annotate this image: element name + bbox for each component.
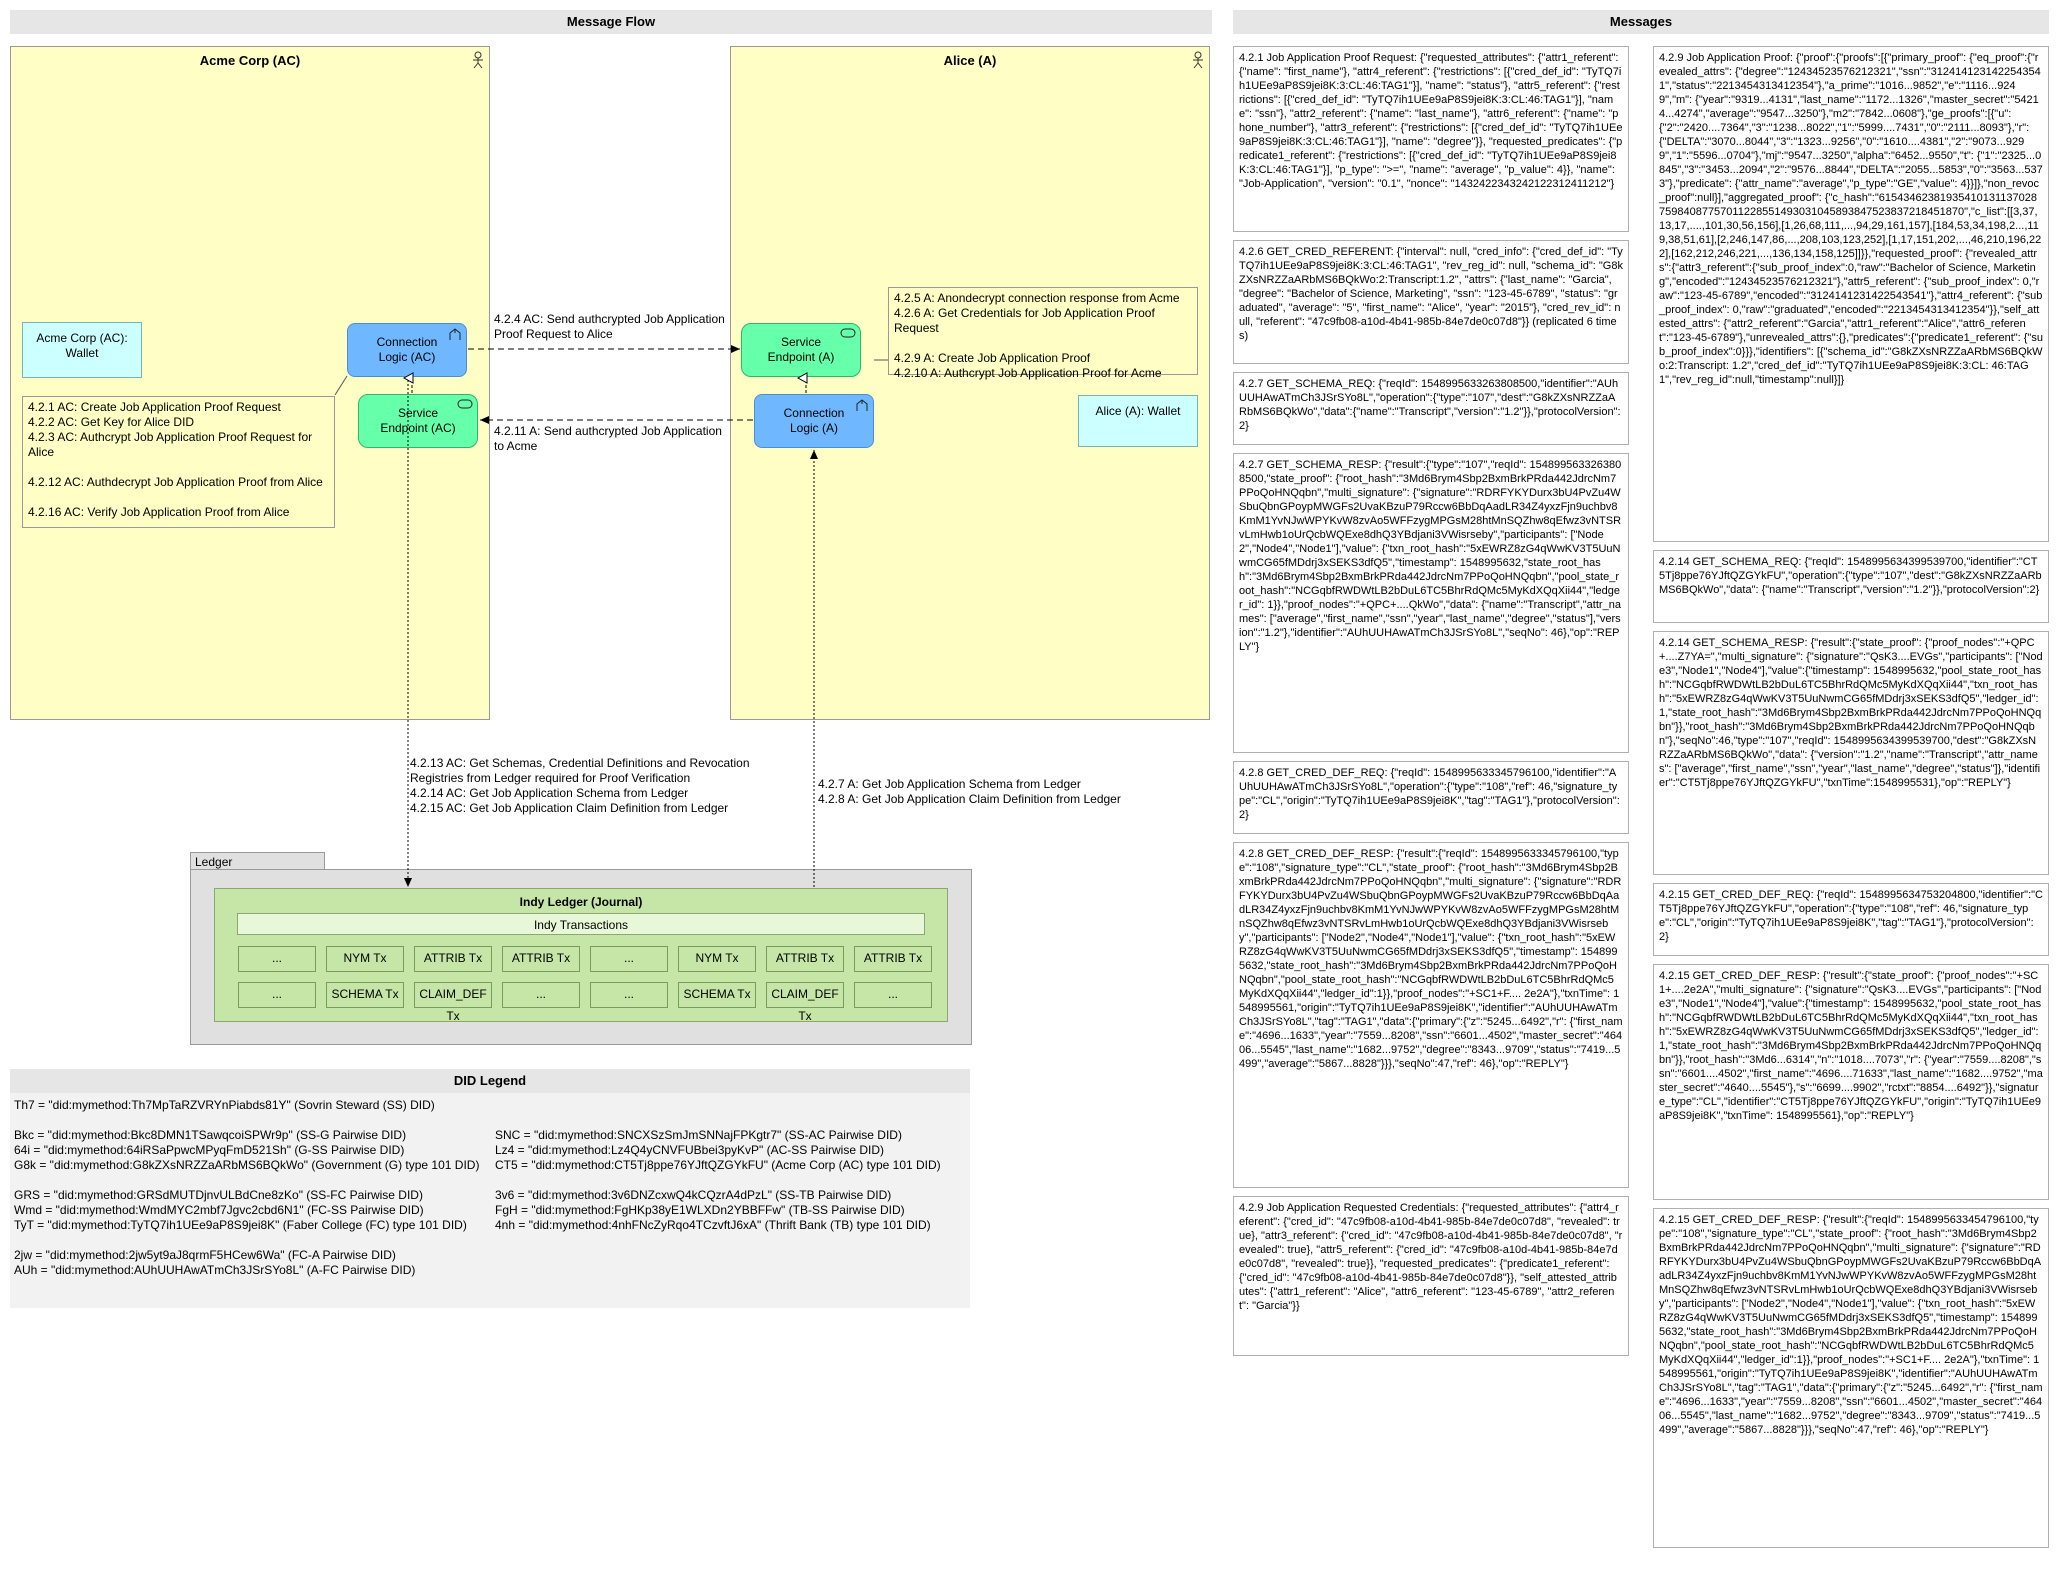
did-legend-entry: AUh = "did:mymethod:AUhUUHAwATmCh3JSrSYo8L" (A-FC Pairwise DID): [14, 1263, 416, 1277]
did-legend-entry: 4nh = "did:mymethod:4nhFNcZyRqo4TCzvftJ6xA" (Thrift Bank (TB) type 101 DID): [495, 1218, 931, 1232]
did-legend-entry: G8k = "did:mymethod:G8kZXsNRZZaARbMS6BQkWo" (Government (G) type 101 DID): [14, 1158, 480, 1172]
did-legend-entry: TyT = "did:mymethod:TyTQ7ih1UEe9aP8S9jei8K" (Faber College (FC) type 101 DID): [14, 1218, 467, 1232]
transaction-cell[interactable]: ATTRIB Tx: [766, 946, 844, 972]
transaction-cell[interactable]: ...: [502, 982, 580, 1008]
acme-service-endpoint[interactable]: [358, 394, 478, 448]
did-legend-entry: 64i = "did:mymethod:64iRSaPpwcMPyqFmD521Sh" (G-SS Pairwise DID): [14, 1143, 405, 1157]
alice-note: [888, 287, 1198, 380]
message-box[interactable]: 4.2.7 GET_SCHEMA_REQ: {"reqId": 1548995633263808500,"identifier":"AUhUUHAwATmCh3JSrSYo8L","operation":{"type":"107","dest":"G8kZXsNRZZaARbMS6BQkWo","data":{"name":"Transcript","version":"1.2"}},"protocolVersion":2}: [1233, 372, 1629, 445]
acme-wallet[interactable]: Acme Corp (AC): Wallet: [22, 322, 142, 378]
send-request-label: 4.2.4 AC: Send authcrypted Job Application Proof Request to Alice: [494, 312, 725, 341]
message-box[interactable]: 4.2.6 GET_CRED_REFERENT: {"interval": null, "cred_info": {"cred_def_id": "TyTQ7ih1UEe9aP8S9jei8K:3:CL:46:TAG1", "rev_reg_id": null, "schema_id": "G8kZXsNRZZaARbMS6BQkWo:2:Transcript:1.2", "attrs": {"last_name": "Garcia", "degree": "Bachelor of Science, Marketing", "ssn": "123-45-6789", "status": "graduated", "average": "5", "first_name": "Alice", "year": "2015"}, "cred_rev_id": null, "referent": "47c9fb08-a10d-4b41-985b-84e7de0c07d8"}} (replicated 6 times): [1233, 240, 1629, 364]
did-legend-title: DID Legend: [10, 1069, 970, 1093]
acme-note: [22, 396, 335, 528]
message-box[interactable]: 4.2.15 GET_CRED_DEF_RESP: {"result":{"reqId": 1548995633454796100,"type":"108","signature_type":"CL","state_proof": {"root_hash":"3Md6Brym4Sbp2BxmBrkPRda442JdrcNm7PPoQoHNQqbn","multi_signature": {"signature":"RDRFYKYDurx3bU4PvZu4WSbuQbnGPoypMWGFs2UvaKBzuP79Rccw6BbDqAadLR34Z4yxzFjn9uchbv8KmM1YvNJwWPYKvW8zvAo5WFFzygMPGsM28htMnSQZhw8qEfwz3vNTSRvLmHwb1oUrQcbWQExe8dhQ3YBdjani3VWisrseby","participants": ["Node2","Node4","Node1"],"value": {"txn_root_hash":"5xEWRZ8zG4qWwKV3T5UuNwmCG65fMDdrj3xSEKS3dfQ5","timestamp": 1548995632,"state_root_hash":"3Md6Brym4Sbp2BxmBrkPRda442JdrcNm7PPoQoHNQqbn","pool_state_root_hash":"NCGqbfRWDWtLB2bDuL6TC5BhrRdQMc5MyKdXQqXii44","ledger_id":1}},"proof_nodes":"+SC1+F.... 2e2A"},"txnTime": 1548995561,"origin":"TyTQ7ih1UEe9aP8S9jei8K","identifier":"AUhUUHAwATmCh3JSrSYo8L","tag":"TAG1","data":{"primary":{"z":"5245...6492","r": {"first_name":"4696...1633","year":"7559...8208","ssn":"6601...4502","master_secret":"46406...5545","last_name":"1682...9752","degree":"8343...9709","status":"7419...5499","average":"5867...8828"}}},"seqNo":47,"ref": 46},"op":"REPLY"}: [1653, 1208, 2049, 1548]
alice-actor-box[interactable]: [730, 46, 1210, 720]
send-proof-label: 4.2.11 A: Send authcrypted Job Application to Acme: [494, 424, 722, 453]
acme-ledger-label: 4.2.13 AC: Get Schemas, Credential Definitions and Revocation Registries from Ledger required for Proof Verification 4.2.14 AC: Get Job Application Schema from Ledger 4.2.15 AC: Get Job Application Claim Definition from Ledger: [410, 756, 750, 815]
acme-connection-logic[interactable]: [347, 323, 467, 377]
message-box[interactable]: 4.2.9 Job Application Requested Credentials: {"requested_attributes": {"attr4_referent": {"cred_id": "47c9fb08-a10d-4b41-985b-84e7de0c07d8", "revealed": true}, "attr3_referent": {"cred_id": "47c9fb08-a10d-4b41-985b-84e7de0c07d8", "revealed": true}, "attr5_referent": {"cred_id": "47c9fb08-a10d-4b41-985b-84e7de0c07d8", "revealed": true}}, "requested_predicates": {"predicate1_referent": {"cred_id": "47c9fb08-a10d-4b41-985b-84e7de0c07d8"}}, "self_attested_attributes": {"attr1_referent": "Alice", "attr6_referent": "123-45-6789", "attr2_referent": "Garcia"}}: [1233, 1196, 1629, 1356]
alice-wallet[interactable]: Alice (A): Wallet: [1078, 395, 1198, 447]
transaction-cell[interactable]: ...: [238, 946, 316, 972]
did-legend-entry: 2jw = "did:mymethod:2jw5yt9aJ8qrmF5HCew6Wa" (FC-A Pairwise DID): [14, 1248, 396, 1262]
transaction-cell[interactable]: SCHEMA Tx: [326, 982, 404, 1008]
transaction-cell[interactable]: ...: [590, 946, 668, 972]
transaction-cell[interactable]: ...: [590, 982, 668, 1008]
alice-ledger-label: 4.2.7 A: Get Job Application Schema from Ledger 4.2.8 A: Get Job Application Claim Definition from Ledger: [818, 777, 1121, 806]
transaction-cell[interactable]: NYM Tx: [678, 946, 756, 972]
transaction-cell[interactable]: CLAIM_DEF Tx: [414, 982, 492, 1008]
message-box[interactable]: 4.2.8 GET_CRED_DEF_RESP: {"result":{"reqId": 1548995633345796100,"type":"108","signature_type":"CL","state_proof": {"root_hash":"3Md6Brym4Sbp2BxmBrkPRda442JdrcNm7PPoQoHNQqbn","multi_signature": {"signature":"RDRFYKYDurx3bU4PvZu4WSbuQbnGPoypMWGFs2UvaKBzuP79Rccw6BbDqAadLR34Z4yxzFjn9uchbv8KmM1YvNJwWPYKvW8zvAo5WFFzygMPGsM28htMnSQZhw8qEfwz3vNTSRvLmHwb1oUrQcbWQExe8dhQ3YBdjani3VWisrseby","participants": ["Node2","Node4","Node1"],"value": {"txn_root_hash":"5xEWRZ8zG4qWwKV3T5UuNwmCG65fMDdrj3xSEKS3dfQ5","timestamp": 1548995632,"state_root_hash":"3Md6Brym4Sbp2BxmBrkPRda442JdrcNm7PPoQoHNQqbn","pool_state_root_hash":"NCGqbfRWDWtLB2bDuL6TC5BhrRdQMc5MyKdXQqXii44","ledger_id":1}},"proof_nodes":"+SC1+F.... 2e2A"},"txnTime": 1548995561,"origin":"TyTQ7ih1UEe9aP8S9jei8K","identifier":"AUhUUHAwATmCh3JSrSYo8L","tag":"TAG1","data":{"primary":{"z":"5245...6492","r": {"first_name":"4696...1633","year":"7559...8208","ssn":"6601...4502","master_secret":"46406...5545","last_name":"1682...9752","degree":"8343...9709","status":"7419...5499","average":"5867...8828"}}},"seqNo":47,"ref": 46},"op":"REPLY"}: [1233, 842, 1629, 1188]
did-legend-entry: 3v6 = "did:mymethod:3v6DNZcxwQ4kCQzrA4dPzL" (SS-TB Pairwise DID): [495, 1188, 892, 1202]
did-legend-entry: Lz4 = "did:mymethod:Lz4Q4yCNVFUBbei3pyKvP" (AC-SS Pairwise DID): [495, 1143, 884, 1157]
did-legend-entry: FgH = "did:mymethod:FgHKp38yE1WLXDn2YBBFFw" (TB-SS Pairwise DID): [495, 1203, 905, 1217]
message-box[interactable]: 4.2.14 GET_SCHEMA_REQ: {"reqId": 1548995634399539700,"identifier":"CT5Tj8ppe76YJftQZGYkFU","operation":{"type":"107","dest":"G8kZXsNRZZaARbMS6BQkWo","data": {"name":"Transcript","version":"1.2"}},"protocolVersion":2}: [1653, 550, 2049, 623]
acme-actor-title: Acme Corp (AC): [199, 53, 301, 68]
message-box[interactable]: 4.2.14 GET_SCHEMA_RESP: {"result":{"state_proof": {"proof_nodes":"+QPC+....Z7YA=","multi_signature": {"signature":"QsK3....EVGs","participants": ["Node3","Node1","Node4"],"value":{"timestamp": 1548995632,"pool_state_root_hash":"NCGqbfRWDWtLB2bDuL6TC5BhrRdQMc5MyKdXQqXii44","txn_root_hash":"5xEWRZ8zG4qWwKV3T5UuNwmCG65fMDdrj3xSEKS3dfQ5","ledger_id": 1,"state_root_hash":"3Md6Brym4Sbp2BxmBrkPRda442JdrcNm7PPoQoHNQqbn"}},"root_hash":"3Md6Brym4Sbp2BxmBrkPRda442JdrcNm7PPoQoHNQqbn"},"seqNo":46,"type":"107","reqId": 1548995634399539700,"dest":"G8kZXsNRZZaARbMS6BQkWo","data": {"version":"1.2","name":"Transcript","attr_names": ["average","first_name","ssn","year","last_name","degree","status"]},"identifier":"CT5Tj8ppe76YJftQZGYkFU","txnTime":1548995531},"op":"REPLY"}: [1653, 631, 2049, 875]
alice-actor-title: Alice (A): [943, 53, 997, 68]
component-icon: [448, 328, 462, 342]
transaction-cell[interactable]: ATTRIB Tx: [854, 946, 932, 972]
component-icon: [855, 399, 869, 413]
did-legend-entry: Bkc = "did:mymethod:Bkc8DMN1TSawqcoiSPWr9p" (SS-G Pairwise DID): [14, 1128, 407, 1142]
acme-endpoint-label: Service Endpoint (AC): [380, 406, 456, 435]
message-box[interactable]: 4.2.7 GET_SCHEMA_RESP: {"result":{"type":"107","reqId": 1548995633263808500,"state_proof": {"root_hash":"3Md6Brym4Sbp2BxmBrkPRda442JdrcNm7PPoQoHNQqbn","multi_signature": {"signature":"RDRFYKYDurx3bU4PvZu4WSbuQbnGPoypMWGFs2UvaKBzuP79Rccw6BbDqAadLR34Z4yxzFjn9uchbv8KmM1YvNJwWPYKvW8zvAo5WFFzygMPGsM28htMnSQZhw8qEfwz3vNTSRvLmHwb1oUrQcbWQExe8dhQ3YBdjani3VWisrseby","participants": ["Node2","Node4","Node1"],"value": {"txn_root_hash":"5xEWRZ8zG4qWwKV3T5UuNwmCG65fMDdrj3xSEKS3dfQ5","timestamp": 1548995632,"state_root_hash":"3Md6Brym4Sbp2BxmBrkPRda442JdrcNm7PPoQoHNQqbn","pool_state_root_hash":"NCGqbfRWDWtLB2bDuL6TC5BhrRdQMc5MyKdXQqXii44","ledger_id": 1}},"proof_nodes":"+QPC+....QkWo","data": {"name":"Transcript","attr_names": ["average","first_name","ssn","year","last_name","degree","status"],"version":"1.2"},"identifier":"AUhUUHAwATmCh3JSrSYo8L","seqNo": 46},"op":"REPLY"}: [1233, 453, 1629, 753]
transaction-cell[interactable]: ...: [238, 982, 316, 1008]
did-legend-entry: SNC = "did:mymethod:SNCXSzSmJmSNNajFPKgtr7" (SS-AC Pairwise DID): [495, 1128, 902, 1142]
ledger-tab: Ledger: [190, 852, 325, 870]
alice-connection-logic[interactable]: [754, 394, 874, 448]
transaction-cell[interactable]: ATTRIB Tx: [502, 946, 580, 972]
did-legend-entry: CT5 = "did:mymethod:CT5Tj8ppe76YJftQZGYkFU" (Acme Corp (AC) type 101 DID): [495, 1158, 941, 1172]
transaction-cell[interactable]: ...: [854, 982, 932, 1008]
alice-endpoint-label: Service Endpoint (A): [767, 335, 835, 364]
messages-title: Messages: [1233, 10, 2049, 34]
transaction-cell[interactable]: NYM Tx: [326, 946, 404, 972]
message-box[interactable]: 4.2.1 Job Application Proof Request: {"requested_attributes": {"attr1_referent": {"name": "first_name"}, "attr4_referent": {"restrictions": [{"cred_def_id": "TyTQ7ih1UEe9aP8S9jei8K:3:CL:46:TAG1"}], "name": "status"}, "attr5_referent": {"restrictions": [{"cred_def_id": "TyTQ7ih1UEe9aP8S9jei8K:3:CL:46:TAG1"}], "name": "ssn"}, "attr2_referent": {"name": "last_name"}, "attr6_referent": {"name": "phone_number"}, "attr3_referent": {"restrictions": [{"cred_def_id": "TyTQ7ih1UEe9aP8S9jei8K:3:CL:46:TAG1"}], "name": "degree"}}, "requested_predicates": {"predicate1_referent": {"restrictions": [{"cred_def_id": "TyTQ7ih1UEe9aP8S9jei8K:3:CL:46:TAG1"}], "p_type": ">=", "name": "average", "p_value": 4}}, "name": "Job-Application", "version": "0.1", "nonce": "1432422343242122312411212"}: [1233, 46, 1629, 232]
acme-note-text: 4.2.1 AC: Create Job Application Proof Request 4.2.2 AC: Get Key for Alice DID 4.2.3 AC: Authcrypt Job Application Proof Request for Alice 4.2.12 AC: Authdecrypt Job Application Proof from Alice 4.2.16 AC: Verify Job Application Proof from Alice: [28, 400, 323, 519]
alice-connection-label: Connection Logic (A): [783, 406, 845, 435]
message-flow-title: Message Flow: [10, 10, 1212, 34]
alice-note-text: 4.2.5 A: Anondecrypt connection response from Acme 4.2.6 A: Get Credentials for Job Application Proof Request 4.2.9 A: Create Job Application Proof 4.2.10 A: Authcrypt Job Application Proof for Acme: [894, 291, 1180, 380]
did-legend-entry: Wmd = "did:mymethod:WmdMYC2mbf7Jgvc2cbd6N1" (FC-SS Pairwise DID): [14, 1203, 424, 1217]
message-box[interactable]: 4.2.8 GET_CRED_DEF_REQ: {"reqId": 1548995633345796100,"identifier":"AUhUUHAwATmCh3JSrSYo8L","operation":{"type":"108","ref": 46,"signature_type":"CL","origin":"TyTQ7ih1UEe9aP8S9jei8K","tag":"TAG1"},"protocolVersion":2}: [1233, 761, 1629, 834]
service-icon: [840, 328, 856, 338]
service-icon: [457, 399, 473, 409]
message-box[interactable]: 4.2.15 GET_CRED_DEF_REQ: {"reqId": 1548995634753204800,"identifier":"CT5Tj8ppe76YJftQZGYkFU","operation":{"type":"108","ref": 46,"signature_type":"CL","origin":"TyTQ7ih1UEe9aP8S9jei8K","tag":"TAG1"},"protocolVersion":2}: [1653, 883, 2049, 956]
acme-actor-box[interactable]: [10, 46, 490, 720]
message-box[interactable]: 4.2.15 GET_CRED_DEF_RESP: {"result":{"state_proof": {"proof_nodes":"+SC1+....2e2A","multi_signature": {"signature":"QsK3....EVGs","participants": ["Node3","Node1","Node4"],"value":{"timestamp": 1548995632,"pool_state_root_hash":"NCGqbfRWDWtLB2bDuL6TC5BhrRdQMc5MyKdXQqXii44","txn_root_hash":"5xEWRZ8zG4qWwKV3T5UuNwmCG65fMDdrj3xSEKS3dfQ5","ledger_id": 1,"state_root_hash":"3Md6Brym4Sbp2BxmBrkPRda442JdrcNm7PPoQoHNQqbn"}},"root_hash":"3Md6...6314","n":"1018....7073","r": {"year":"7559....8208","ssn":"6601....4502","first_name":"4696....71633","last_name":"1682....9752","master_secret":"4640....5545"},"s":"6699....9902","rctxt":"8854....6492"}},"signature_type":"CL","identifier":"CT5Tj8ppe76YJftQZGYkFU","origin":"TyTQ7ih1UEe9aP8S9jei8K","txnTime": 1548995561},"op":"REPLY"}: [1653, 964, 2049, 1200]
journal-title: Indy Ledger (Journal): [519, 895, 643, 909]
actor-icon: [471, 51, 485, 69]
acme-connection-label: Connection Logic (AC): [376, 335, 438, 364]
alice-service-endpoint[interactable]: [741, 323, 861, 377]
did-legend-entry: GRS = "did:mymethod:GRSdMUTDjnvULBdCne8zKo" (SS-FC Pairwise DID): [14, 1188, 423, 1202]
did-legend-entry: Th7 = "did:mymethod:Th7MpTaRZVRYnPiabds81Y" (Sovrin Steward (SS) DID): [14, 1098, 435, 1112]
actor-icon: [1191, 51, 1205, 69]
indy-transactions-bar: Indy Transactions: [237, 913, 925, 935]
transaction-cell[interactable]: SCHEMA Tx: [678, 982, 756, 1008]
transaction-cell[interactable]: CLAIM_DEF Tx: [766, 982, 844, 1008]
transaction-cell[interactable]: ATTRIB Tx: [414, 946, 492, 972]
message-box[interactable]: 4.2.9 Job Application Proof: {"proof":{"proofs":[{"primary_proof": {"eq_proof":{"revealed_attrs": {"degree":"12434523576212321","ssn":"3124141231422543541","status":"2213454313412354"},"a_prime":"1016...9852","e":"1116...9249","m": {"year":"9319...4131","last_name":"1172...1326","master_secret":"54214...4274","average":"9547...3250"},"m2":"7842...0608"},"ge_proofs":[{"u": {"2":"2420....7364","3":"1238...8022","1":"5999....7431","0":"2111...8093"},"r": {"DELTA":"3070...8044","3":"1323...9256","0":"1610....4381","2":"9073...9299","1":"5596...0704"},"mj":"9547...3250","alpha":"6452...9550","t": {"1":"2325...0845","3":"3453...2094","2":"9576...8844","DELTA":"2055...5853","0":"3563...5373"},"predicate": {"attr_name":"average","p_type":"GE","value": 4}}]},"non_revoc_proof":null}],"aggregated_proof": {"c_hash":"6154346238193541013113702875984087757011228551493031045893847523837218451870","c_list":[[3,37,13,17,....,101,30,56,156],[1,26,68,111,...,94,29,161,157],[184,53,34,198,2...,119,38,51,61],[2,246,147,86,...,208,103,123,252],[1,17,151,202,...,46,210,196,222],[162,212,246,221,...,136,134,158,125]]}},"requested_proof": {"revealed_attrs":{"attr3_referent":{"sub_proof_index":0,"raw":"Bachelor of Science, Marketing","encoded":"12434523576212321"},"attr5_referent": {"sub_proof_index": 0,"raw":"123-45-6789","encoded":"3124141231422543541"},"attr4_referent": {"sub_proof_index": 0,"raw":"graduated","encoded":"2213454313412354"}},"self_attested_attrs": {"attr2_referent":"Garcia","attr1_referent":"Alice","attr6_referent":"123-45-6789"},"unrevealed_attrs":{},"predicates":{"predicate1_referent": {"sub_proof_index":0}}},"identifiers": [{"schema_id":"G8kZXsNRZZaARbMS6BQkWo:2:Transcript: 1.2","cred_def_id":"TyTQ7ih1UEe9aP8S9jei8K:3:CL: 46:TAG1","rev_reg_id":null,"timestamp":null}]}: [1653, 46, 2049, 542]
